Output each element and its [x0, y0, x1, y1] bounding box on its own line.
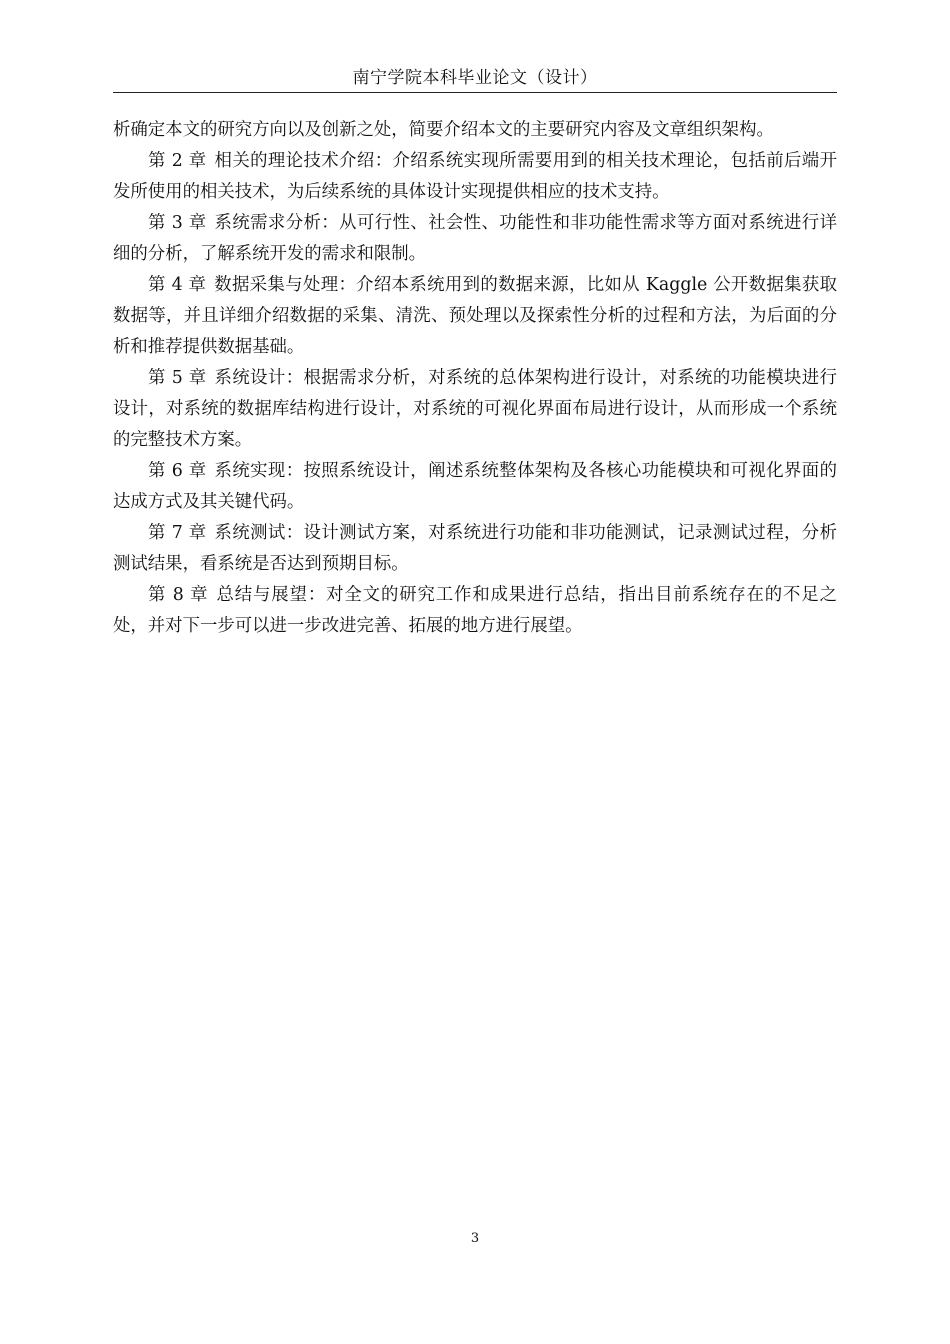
chapter-7-text: 系统测试：设计测试方案，对系统进行功能和非功能测试，记录测试过程，分析测试结果，看系统是否达到预期目标。	[113, 523, 837, 574]
header-title: 南宁学院本科毕业论文（设计）	[352, 68, 598, 88]
chapter-5-label: 第 5 章	[148, 368, 207, 388]
chapter-4-label: 第 4 章	[148, 275, 207, 295]
chapter-6-label: 第 6 章	[148, 461, 207, 481]
document-body	[113, 115, 837, 642]
chapter-2-text: 相关的理论技术介绍：介绍系统实现所需要用到的相关技术理论，包括前后端开发所使用的相关技术，为后续系统的具体设计实现提供相应的技术支持。	[113, 151, 837, 202]
chapter-5-text: 系统设计：根据需求分析，对系统的总体架构进行设计，对系统的功能模块进行设计，对系统的数据库结构进行设计，对系统的可视化界面布局进行设计，从而形成一个系统的完整技术方案。	[113, 368, 837, 450]
page-header	[113, 67, 837, 93]
chapter-7-paragraph	[113, 518, 837, 580]
chapter-2-paragraph	[113, 146, 837, 208]
chapter-3-text: 系统需求分析：从可行性、社会性、功能性和非功能性需求等方面对系统进行详细的分析，了解系统开发的需求和限制。	[113, 213, 837, 264]
page-number: 3	[470, 1231, 480, 1246]
chapter-8-text: 总结与展望：对全文的研究工作和成果进行总结，指出目前系统存在的不足之处，并对下一步可以进一步改进完善、拓展的地方进行展望。	[113, 585, 837, 636]
chapter-6-paragraph	[113, 456, 837, 518]
chapter-5-paragraph	[113, 363, 837, 456]
chapter-4-text: 数据采集与处理：介绍本系统用到的数据来源，比如从 Kaggle 公开数据集获取数据等，并且详细介绍数据的采集、清洗、预处理以及探索性分析的过程和方法，为后面的分析和推荐提供数据基础。	[113, 275, 837, 357]
chapter-3-paragraph	[113, 208, 837, 270]
chapter-8-label: 第 8 章	[148, 585, 209, 605]
chapter-3-label: 第 3 章	[148, 213, 207, 233]
continuation-paragraph: 析确定本文的研究方向以及创新之处，简要介绍本文的主要研究内容及文章组织架构。	[113, 120, 774, 140]
chapter-6-text: 系统实现：按照系统设计，阐述系统整体架构及各核心功能模块和可视化界面的达成方式及其关键代码。	[113, 461, 837, 512]
chapter-4-paragraph	[113, 270, 837, 363]
chapter-2-label: 第 2 章	[148, 151, 207, 171]
chapter-7-label: 第 7 章	[148, 523, 207, 543]
chapter-8-paragraph	[113, 580, 837, 642]
